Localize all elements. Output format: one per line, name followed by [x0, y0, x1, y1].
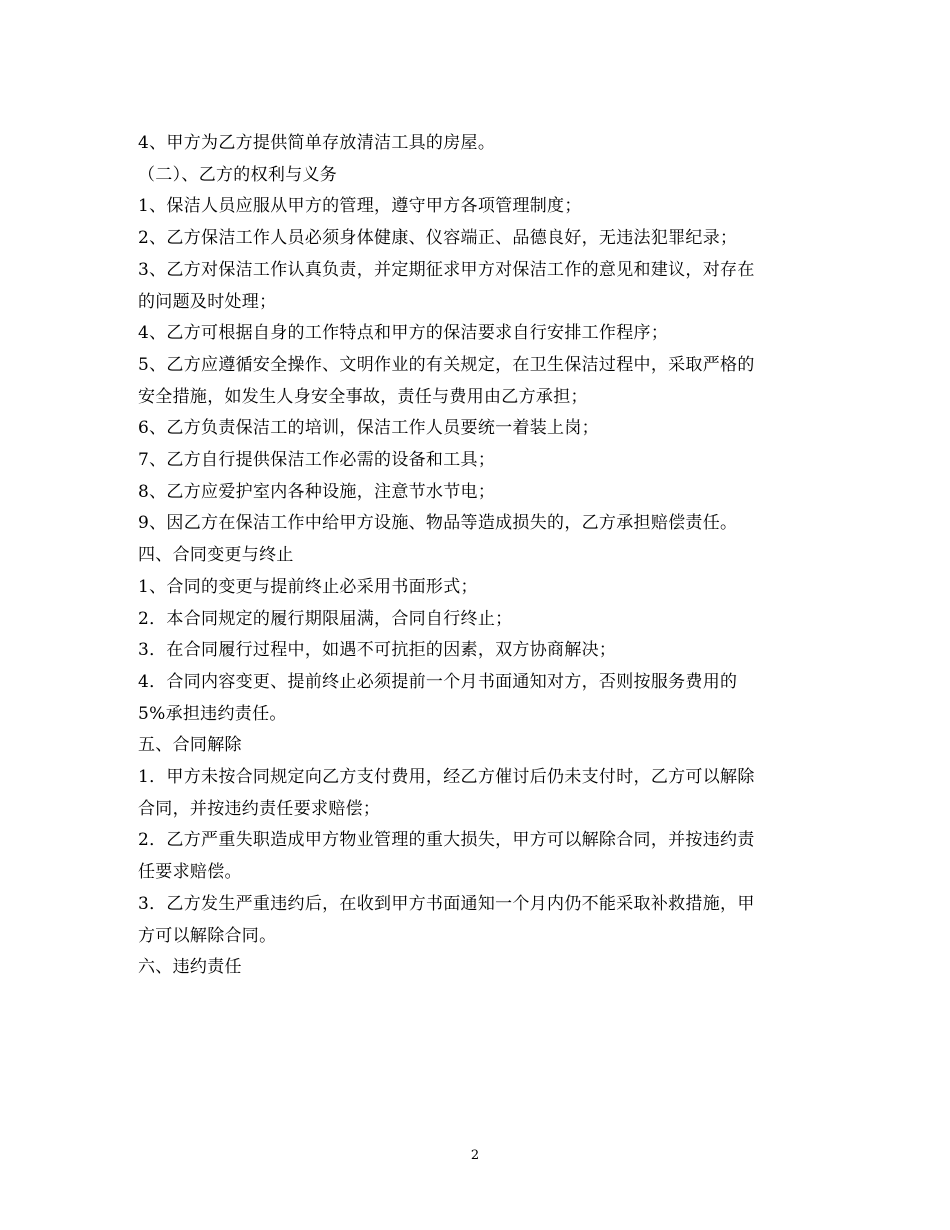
text-line: 任要求赔偿。	[138, 862, 242, 883]
text-line: 7、乙方自行提供保洁工作必需的设备和工具；	[138, 450, 496, 471]
text-line: 8、乙方应爱护室内各种设施，注意节水节电；	[138, 481, 496, 502]
text-line: 5、乙方应遵循安全操作、文明作业的有关规定，在卫生保洁过程中，采取严格的	[138, 354, 755, 375]
text-line: 3、乙方对保洁工作认真负责，并定期征求甲方对保洁工作的意见和建议，对存在	[138, 259, 755, 280]
text-line: 方可以解除合同。	[138, 925, 277, 946]
text-line: 的问题及时处理；	[138, 291, 277, 312]
text-line: 4、甲方为乙方提供简单存放清洁工具的房屋。	[138, 133, 496, 153]
text-line: 6、乙方负责保洁工的培训，保洁工作人员要统一着装上岗；	[138, 418, 599, 439]
section-heading: 四、合同变更与终止	[138, 545, 294, 566]
page-body	[138, 128, 818, 984]
section-heading: 五、合同解除	[138, 735, 242, 756]
page-number: 2	[470, 1148, 480, 1163]
text-line: 合同，并按违约责任要求赔偿；	[138, 798, 381, 819]
text-line: 3．在合同履行过程中，如遇不可抗拒的因素，双方协商解决；	[138, 640, 617, 661]
section-heading: （二）、乙方的权利与义务	[138, 164, 338, 185]
text-line: 安全措施，如发生人身安全事故，责任与费用由乙方承担；	[138, 386, 588, 407]
text-line: 5%承担违约责任。	[138, 703, 287, 724]
text-line: 3．乙方发生严重违约后，在收到甲方书面通知一个月内仍不能采取补救措施，甲	[138, 893, 755, 914]
text-line: 1、合同的变更与提前终止必采用书面形式；	[138, 576, 478, 597]
text-line: 2．乙方严重失职造成甲方物业管理的重大损失，甲方可以解除合同，并按违约责	[138, 830, 755, 851]
text-line: 1、保洁人员应服从甲方的管理，遵守甲方各项管理制度；	[138, 196, 582, 217]
text-line: 4．合同内容变更、提前终止必须提前一个月书面通知对方，否则按服务费用的	[138, 671, 738, 692]
text-line: 2．本合同规定的履行期限届满，合同自行终止；	[138, 608, 513, 629]
section-heading: 六、违约责任	[138, 957, 242, 978]
text-line: 1．甲方未按合同规定向乙方支付费用，经乙方催讨后仍未支付时，乙方可以解除	[138, 767, 755, 788]
text-line: 4、乙方可根据自身的工作特点和甲方的保洁要求自行安排工作程序；	[138, 323, 669, 344]
text-line: 9、因乙方在保洁工作中给甲方设施、物品等造成损失的，乙方承担赔偿责任。	[138, 513, 738, 534]
text-line: 2、乙方保洁工作人员必须身体健康、仪容端正、品德良好，无违法犯罪纪录；	[138, 228, 738, 249]
